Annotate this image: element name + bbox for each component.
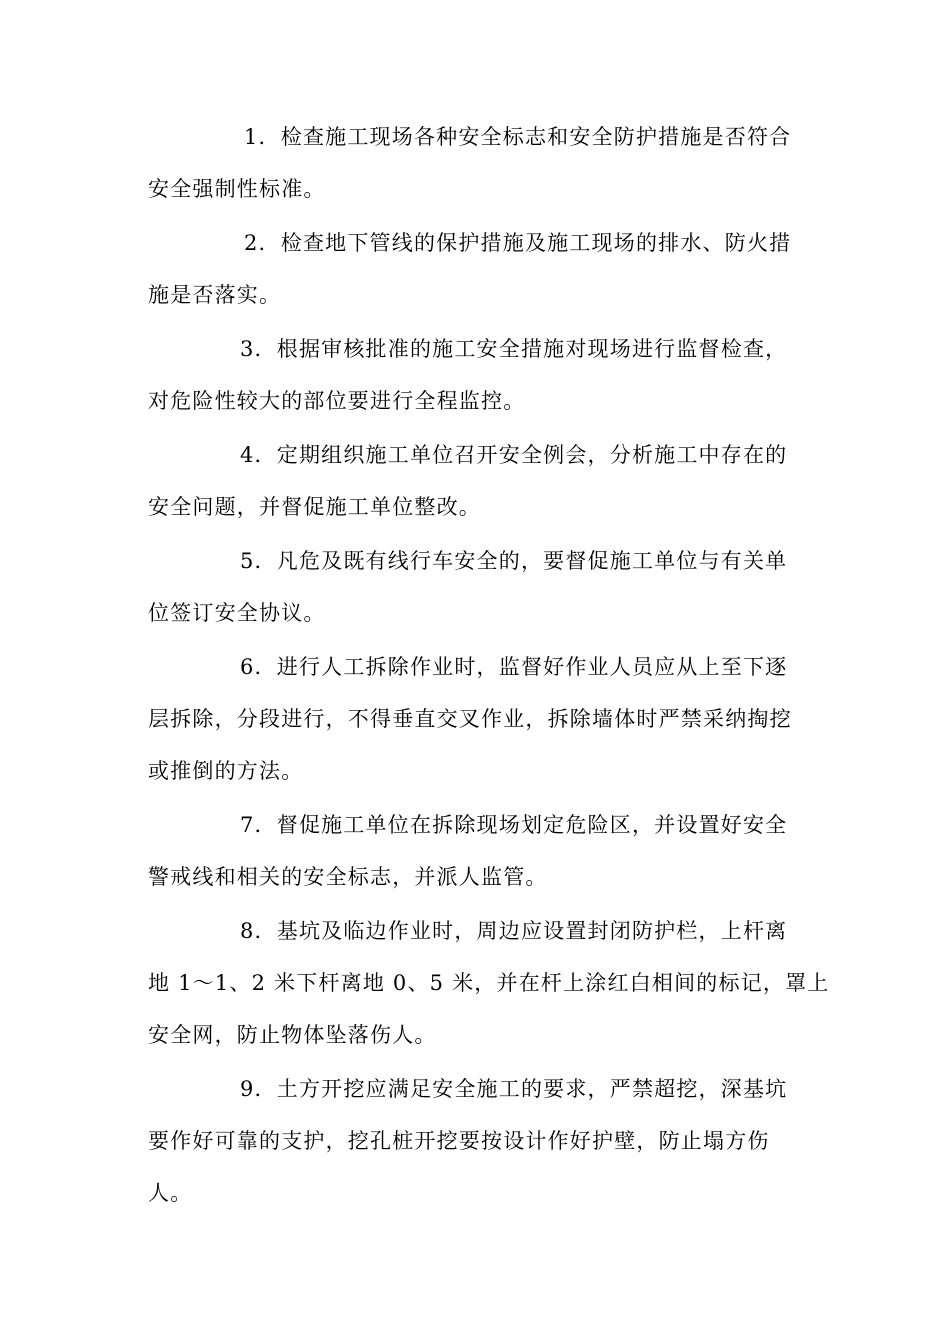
paragraph-line: 要作好可靠的支护，挖孔桩开挖要按设计作好护壁，防止塌方伤 [148,1129,770,1153]
paragraph-line: 4．定期组织施工单位召开安全例会，分析施工中存在的 [240,443,788,467]
list-item [148,323,808,427]
paragraph-line: 8．基坑及临边作业时，周边应设置封闭防护栏，上杆离 [240,919,788,943]
paragraph-line: 安全问题，并督促施工单位整改。 [148,495,481,519]
paragraph-line: 对危险性较大的部位要进行全程监控。 [148,389,526,413]
paragraph-line: 地 1～1、2 米下杆离地 0、5 米，并在杆上涂红白相间的标记，罩上 [148,971,830,995]
paragraph-line: 位签订安全协议。 [148,601,326,625]
list-item [148,111,808,215]
paragraph-line: 5．凡危及既有线行车安全的，要督促施工单位与有关单 [240,549,788,573]
paragraph-line: 7．督促施工单位在拆除现场划定危险区，并设置好安全 [240,813,788,837]
list-item [148,905,830,1061]
paragraph-line: 2．检查地下管线的保护措施及施工现场的排水、防火措 [244,231,792,255]
list-item [148,429,808,533]
list-item [148,1063,808,1219]
paragraph-line: 施是否落实。 [148,283,282,307]
paragraph-line: 3．根据审核批准的施工安全措施对现场进行监督检查， [240,337,788,361]
list-item [148,535,808,639]
paragraph-line: 人。 [148,1181,193,1205]
paragraph-line: 6．进行人工拆除作业时，监督好作业人员应从上至下逐 [240,655,788,679]
paragraph-line: 1．检查施工现场各种安全标志和安全防护措施是否符合 [244,125,792,149]
list-item [148,641,808,797]
list-item [148,799,808,903]
paragraph-line: 9．土方开挖应满足安全施工的要求，严禁超挖，深基坑 [240,1077,788,1101]
paragraph-line: 安全强制性标准。 [148,177,326,201]
paragraph-line: 警戒线和相关的安全标志，并派人监管。 [148,865,548,889]
paragraph-line: 层拆除，分段进行，不得垂直交叉作业，拆除墙体时严禁采纳掏挖 [148,707,792,731]
paragraph-line: 安全网，防止物体坠落伤人。 [148,1023,437,1047]
list-item [148,217,808,321]
document-body [148,111,830,1221]
paragraph-line: 或推倒的方法。 [148,759,304,783]
